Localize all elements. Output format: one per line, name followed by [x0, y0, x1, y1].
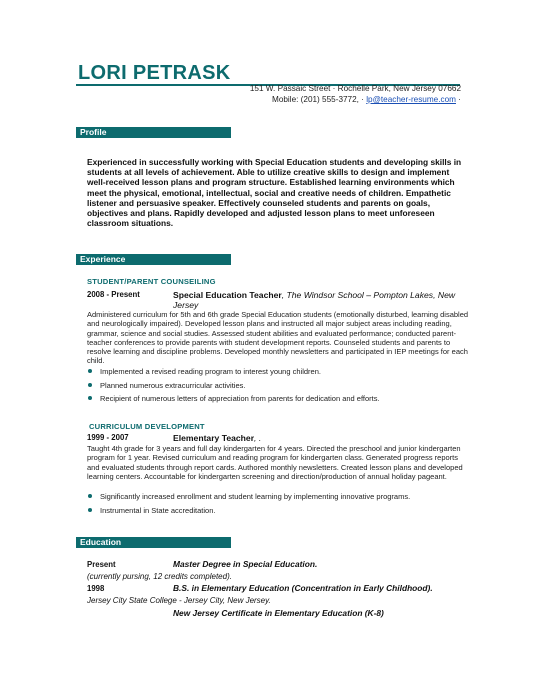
email-suffix: · — [458, 95, 461, 104]
bullet-icon — [88, 369, 92, 373]
job-employer: , The Windsor School – Pompton Lakes, New Jersey — [173, 290, 456, 310]
job-dates: 2008 - Present — [87, 290, 140, 299]
section-header-profile: Profile — [76, 127, 231, 138]
job-description: Administered curriculum for 5th and 6th grade Special Education students (emotionally disturbed, learning disabled and neurologically impaired). Developed lesson plans and instructed all major subject areas including reading, grammar, science and social studies. Assessed student abilities and evaluated performance; conducted parent-teacher conferences to provide parents with student development reports. Counseled students and parents to resolve learning and discipline problems. Developed monthly newsletters and participated in IEP meetings for each child. — [87, 310, 469, 366]
list-item: Significantly increased enrollment and student learning by implementing innovative programs. — [87, 492, 472, 506]
role-heading: STUDENT/PARENT COUNSEILING — [87, 277, 216, 286]
section-header-education: Education — [76, 537, 231, 548]
education-note: (currently pursing, 12 credits completed). — [87, 572, 232, 581]
job-bullets — [87, 367, 472, 408]
job-description: Taught 4th grade for 3 years and full day kindergarten for 4 years. Directed the preschool and junior kindergarten program for 1 year. Revised curriculum and reading program for kindergarten class. Generated progress reports and evaluated students through report cards. Authored monthly newsletters. Created lesson plans and developed learning centers. Accountable for kindergarten screening and direction/production of annual holiday pageant. — [87, 444, 463, 481]
education-degree: B.S. in Elementary Education (Concentration in Early Childhood). — [173, 583, 433, 593]
email-link[interactable]: lp@teacher-resume.com — [366, 95, 456, 104]
section-header-experience: Experience — [76, 254, 231, 265]
job-title-line — [173, 290, 469, 310]
education-degree: Master Degree in Special Education. — [173, 559, 318, 569]
job-bullets — [87, 492, 472, 519]
role-heading: CURRICULUM DEVELOPMENT — [89, 422, 205, 431]
job-title-line — [173, 433, 469, 443]
candidate-name: LORI PETRASK — [78, 62, 231, 84]
list-item: Recipient of numerous letters of appreciation from parents for dedication and efforts. — [87, 394, 472, 408]
job-dates: 1999 - 2007 — [87, 433, 129, 442]
list-item: Instrumental in State accreditation. — [87, 506, 472, 520]
bullet-icon — [88, 396, 92, 400]
education-school: Jersey City State College - Jersey City, New Jersey. — [87, 596, 271, 605]
contact-line — [272, 95, 461, 104]
education-date: 1998 — [87, 584, 105, 593]
job-title: Elementary Teacher — [173, 433, 255, 443]
list-item: Implemented a revised reading program to interest young children. — [87, 367, 472, 381]
bullet-icon — [88, 508, 92, 512]
education-certificate: New Jersey Certificate in Elementary Education (K-8) — [173, 608, 384, 618]
address-line: 151 W. Passaic Street · Rochelle Park, New Jersey 07662 — [249, 84, 461, 93]
profile-text: Experienced in successfully working with Special Education students and developing skills in students at all levels of achievement. Able to utilize creative skills to design and implement well-received lesson plans and program structure. Established learning environments which meet the physical, emotional, intellectual, social and creative needs of children. Empathetic listener and persuasive speaker. Effectively counseled students and parents on goals, objectives and plans. Rapidly developed and adjusted lesson plans to meet unforeseen classroom situations. — [87, 157, 462, 229]
bullet-icon — [88, 494, 92, 498]
education-date: Present — [87, 560, 116, 569]
bullet-icon — [88, 383, 92, 387]
list-item: Planned numerous extracurricular activities. — [87, 381, 472, 395]
job-employer: , . — [254, 433, 262, 443]
phone-text: Mobile: (201) 555-3772, · — [272, 95, 364, 104]
job-title: Special Education Teacher — [173, 290, 282, 300]
